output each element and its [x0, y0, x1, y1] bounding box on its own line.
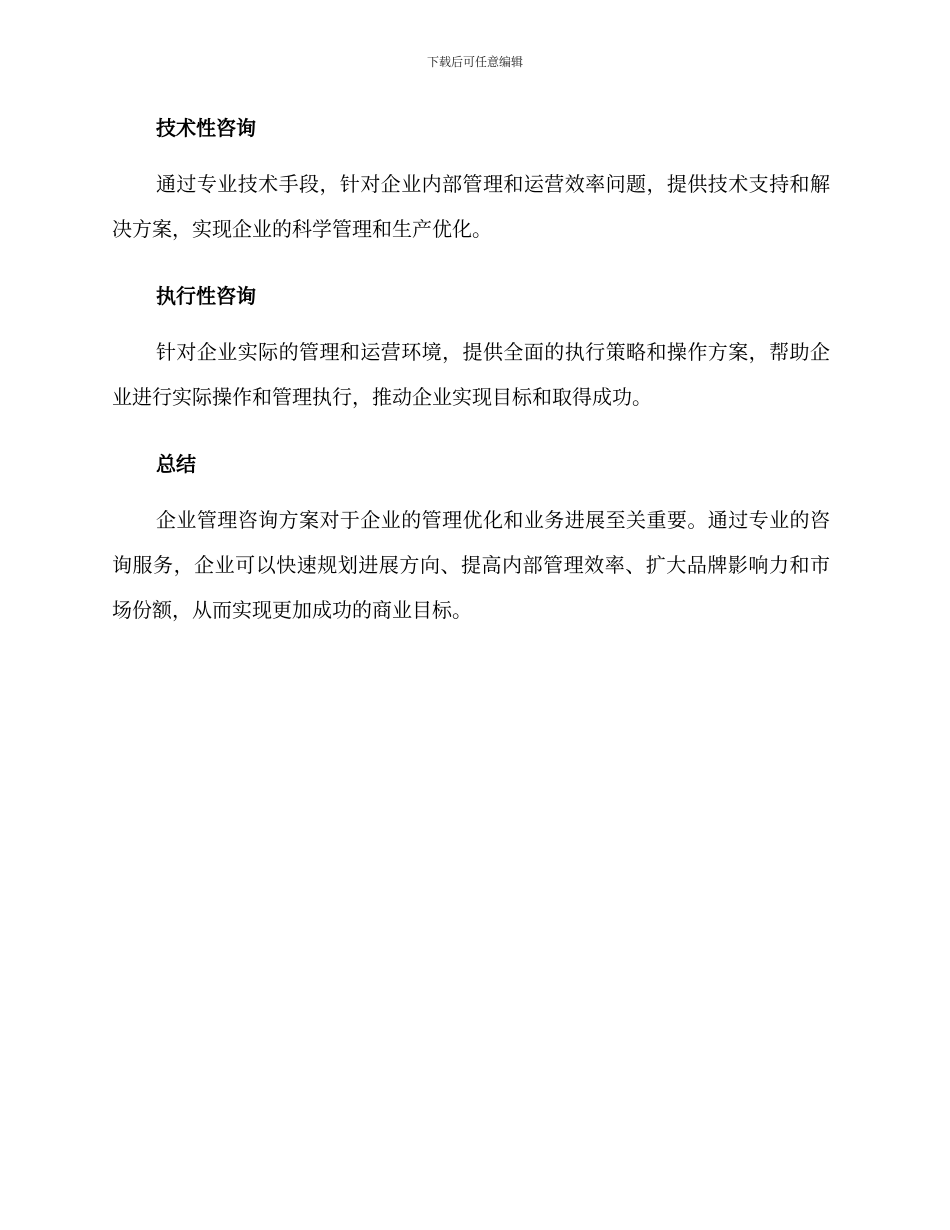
- section-technical-consulting: [112, 112, 830, 252]
- section-heading: 执行性咨询: [156, 284, 256, 308]
- section-paragraph: 企业管理咨询方案对于企业的管理优化和业务进展至关重要。通过专业的咨询服务，企业可以快速规划进展方向、提高内部管理效率、扩大品牌影响力和市场份额，从而实现更加成功的商业目标。: [112, 508, 830, 622]
- section-execution-consulting: [112, 280, 830, 420]
- page-header: 下载后可任意编辑: [426, 55, 523, 69]
- section-paragraph: 针对企业实际的管理和运营环境，提供全面的执行策略和操作方案，帮助企业进行实际操作和管理执行，推动企业实现目标和取得成功。: [112, 340, 830, 409]
- section-heading: 技术性咨询: [156, 116, 256, 140]
- section-heading: 总结: [156, 452, 196, 476]
- section-paragraph: 通过专业技术手段，针对企业内部管理和运营效率问题，提供技术支持和解决方案，实现企业的科学管理和生产优化。: [112, 172, 830, 241]
- section-summary: [112, 448, 830, 633]
- document-body: [112, 112, 830, 633]
